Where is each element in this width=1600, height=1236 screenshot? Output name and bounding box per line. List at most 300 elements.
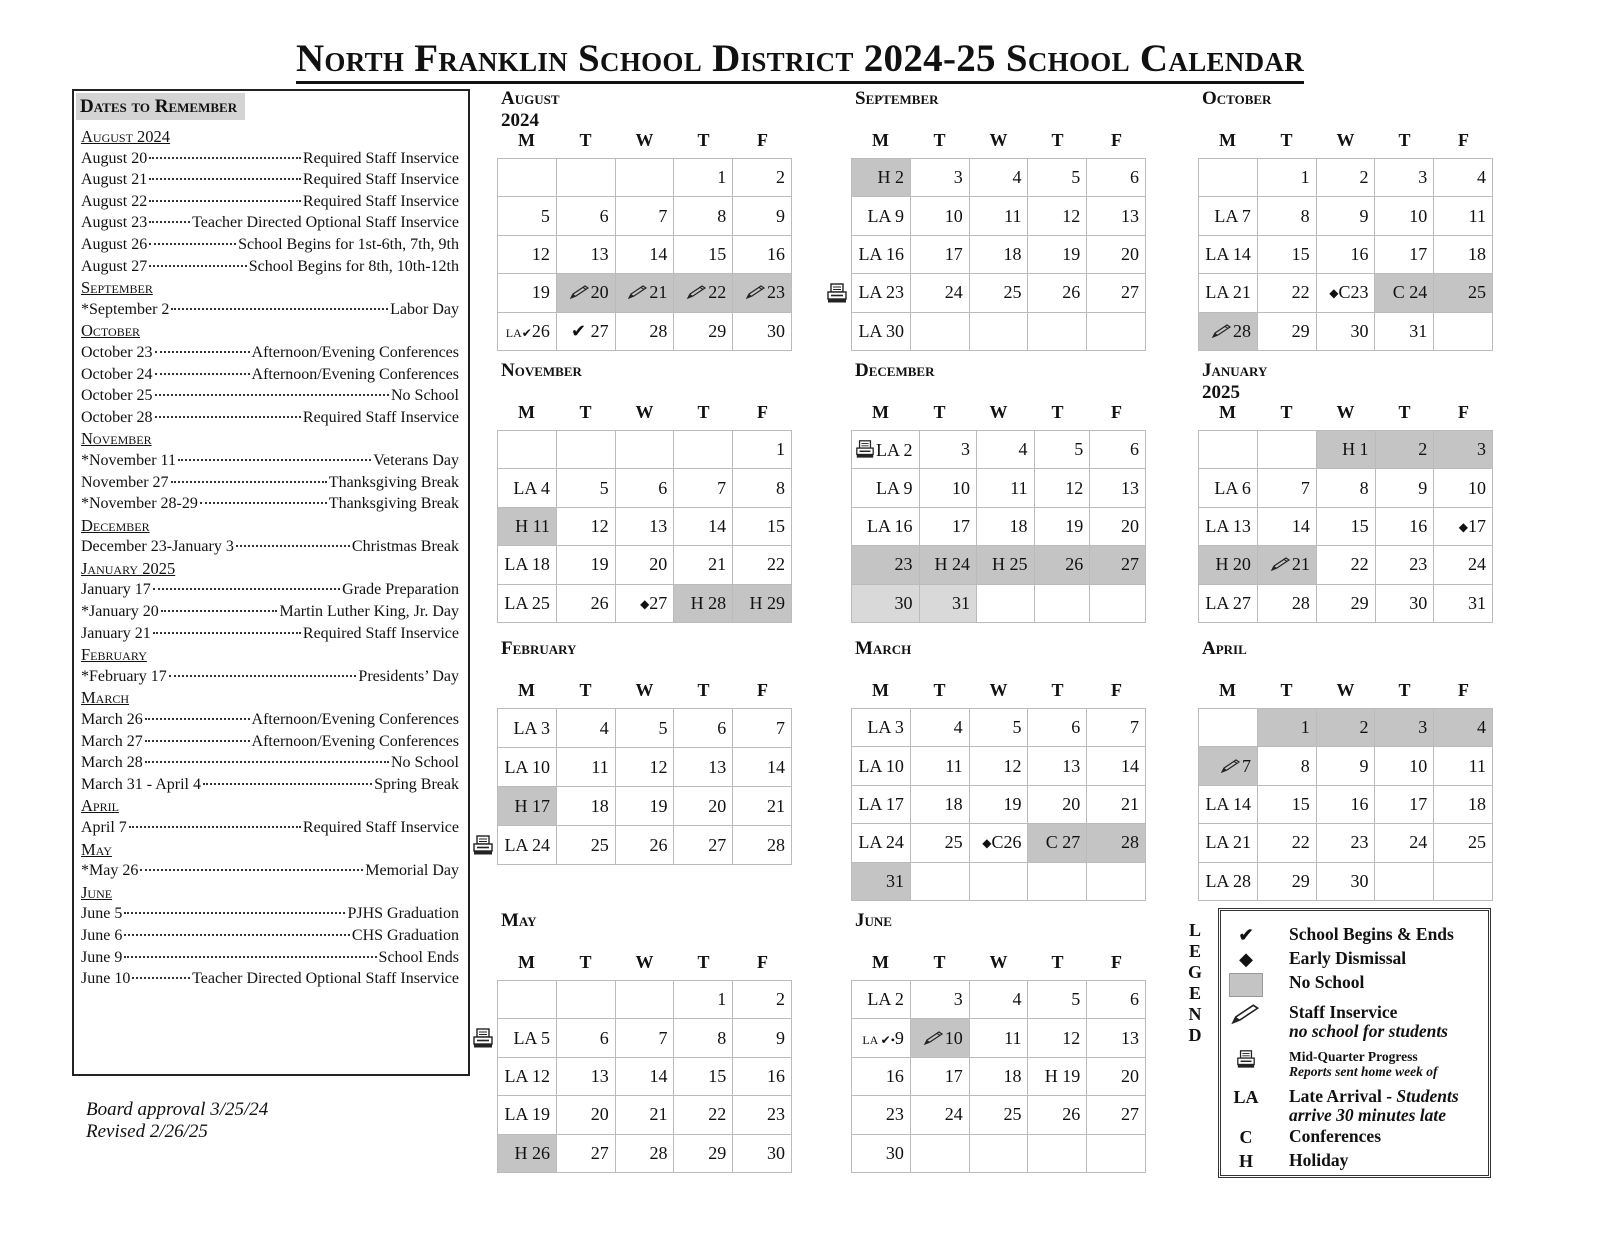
printer-icon bbox=[854, 439, 876, 459]
day-number: 17 bbox=[1409, 793, 1428, 814]
day-cell bbox=[498, 197, 557, 235]
weekday-label: T bbox=[697, 680, 710, 700]
weekday-header bbox=[851, 680, 1146, 701]
day-number: 23 bbox=[767, 282, 785, 303]
dates-section-heading: May bbox=[81, 839, 112, 859]
day-cell bbox=[1028, 159, 1087, 197]
day-cell bbox=[498, 1057, 557, 1095]
week-row bbox=[498, 431, 792, 469]
day-number: 8 bbox=[776, 477, 785, 498]
day-cell bbox=[1434, 709, 1493, 747]
legend-word bbox=[1187, 920, 1203, 1046]
day-number: 13 bbox=[649, 515, 668, 536]
month-grid bbox=[497, 430, 792, 623]
day-number: 29 bbox=[1350, 592, 1369, 613]
day-cell bbox=[674, 197, 733, 235]
day-cell bbox=[1028, 1096, 1087, 1134]
week-row bbox=[852, 469, 1146, 507]
day-number: 16 bbox=[885, 1065, 904, 1086]
leader-dots bbox=[155, 373, 250, 375]
printer-icon bbox=[1235, 1049, 1257, 1069]
weekday-label: T bbox=[1280, 402, 1293, 422]
day-cell bbox=[733, 197, 792, 235]
weekday-label: T bbox=[579, 680, 592, 700]
legend-text bbox=[1289, 1087, 1459, 1125]
day-cell bbox=[852, 1019, 911, 1057]
day-number: LA 4 bbox=[513, 477, 550, 498]
date-row bbox=[81, 256, 459, 278]
day-number: C 27 bbox=[1045, 832, 1081, 853]
week-row bbox=[1199, 431, 1493, 469]
day-number: 31 bbox=[1409, 320, 1428, 341]
event-label: Required Staff Inservice bbox=[302, 192, 459, 210]
day-cell bbox=[733, 1096, 792, 1134]
leader-dots bbox=[124, 912, 345, 914]
month-title: December bbox=[855, 360, 935, 381]
day-number: 18 bbox=[1468, 243, 1486, 264]
day-cell bbox=[1375, 235, 1434, 273]
leader-dots bbox=[155, 394, 389, 396]
day-cell bbox=[1375, 197, 1434, 235]
day-cell bbox=[910, 1134, 969, 1172]
day-cell bbox=[615, 159, 674, 197]
weekday-label: T bbox=[1051, 680, 1064, 700]
legend-sublabel: Reports sent home week of bbox=[1289, 1064, 1438, 1079]
dates-section-heading: September bbox=[81, 278, 153, 298]
weekday-label: F bbox=[1111, 402, 1122, 422]
day-cell bbox=[910, 1019, 969, 1057]
dates-section-heading: October bbox=[81, 321, 141, 341]
day-number: 24 bbox=[944, 282, 963, 303]
date-label: March 28 bbox=[81, 754, 143, 772]
day-cell bbox=[910, 862, 969, 900]
day-number: 6 bbox=[599, 1027, 609, 1048]
day-cell bbox=[1090, 584, 1146, 622]
day-cell bbox=[1087, 747, 1146, 785]
day-number: H 1 bbox=[1342, 439, 1369, 460]
day-number: 22 bbox=[767, 554, 785, 575]
day-number: 17 bbox=[1409, 243, 1428, 264]
week-row bbox=[852, 747, 1146, 785]
day-cell bbox=[1257, 785, 1316, 823]
date-row bbox=[81, 385, 459, 407]
day-number: 18 bbox=[1003, 243, 1022, 264]
week-row bbox=[498, 507, 792, 545]
leader-dots bbox=[145, 718, 250, 720]
day-number: 12 bbox=[649, 756, 668, 777]
day-cell bbox=[910, 235, 969, 273]
day-number: 26 bbox=[1065, 554, 1084, 575]
day-number: 11 bbox=[1004, 1027, 1022, 1048]
day-cell bbox=[674, 748, 733, 787]
day-number: 1 bbox=[717, 167, 727, 188]
leader-dots bbox=[124, 956, 376, 958]
weekday-label: M bbox=[518, 952, 535, 972]
weekday-label: W bbox=[635, 130, 654, 150]
month-grid bbox=[851, 430, 1146, 623]
date-label: *November 11 bbox=[81, 451, 176, 469]
event-label: Required Staff Inservice bbox=[302, 408, 459, 426]
day-number: 6 bbox=[1130, 439, 1139, 460]
date-label: January 21 bbox=[81, 624, 151, 642]
date-label: April 7 bbox=[81, 819, 127, 836]
leader-dots bbox=[124, 934, 350, 936]
week-row bbox=[852, 709, 1146, 747]
event-label: Martin Luther King, Jr. Day bbox=[279, 603, 459, 621]
day-number: 11 bbox=[1468, 205, 1486, 226]
weekday-label: M bbox=[518, 402, 535, 422]
date-label: *May 26 bbox=[81, 862, 139, 880]
date-row bbox=[81, 817, 459, 839]
day-number: 30 bbox=[1409, 592, 1428, 613]
date-row bbox=[81, 493, 459, 515]
weekday-label: T bbox=[1398, 402, 1411, 422]
day-number: 26 bbox=[590, 592, 609, 613]
day-cell bbox=[852, 709, 911, 747]
month-title: November bbox=[501, 360, 582, 381]
week-row bbox=[1199, 507, 1493, 545]
day-number: LA 17 bbox=[858, 793, 904, 814]
week-row bbox=[1199, 159, 1493, 197]
day-cell bbox=[1087, 1019, 1146, 1057]
date-label: August 27 bbox=[81, 257, 148, 275]
month-title: February bbox=[501, 638, 577, 659]
day-number: 3 bbox=[1418, 717, 1428, 738]
day-cell bbox=[674, 159, 733, 197]
day-cell bbox=[733, 748, 792, 787]
day-number: LA 25 bbox=[504, 592, 550, 613]
day-cell bbox=[1434, 469, 1493, 507]
day-cell bbox=[969, 981, 1028, 1019]
day-cell bbox=[615, 235, 674, 273]
leader-dots bbox=[153, 632, 301, 634]
day-cell bbox=[556, 584, 615, 622]
day-number: C 24 bbox=[1392, 282, 1428, 303]
day-cell bbox=[1316, 507, 1375, 545]
day-number: 27 bbox=[1121, 1104, 1139, 1125]
weekday-label: T bbox=[933, 402, 946, 422]
day-cell bbox=[852, 235, 911, 273]
day-number: LA 6 bbox=[1214, 477, 1251, 498]
day-cell bbox=[1316, 584, 1375, 622]
day-number: 28 bbox=[1232, 320, 1251, 341]
event-label: CHS Graduation bbox=[351, 926, 459, 944]
day-number: 28 bbox=[767, 834, 785, 855]
day-number: 4 bbox=[1477, 167, 1486, 188]
day-cell bbox=[1434, 507, 1493, 545]
day-cell bbox=[1087, 159, 1146, 197]
day-number: 29 bbox=[708, 1142, 727, 1163]
day-number: H 11 bbox=[515, 515, 550, 536]
day-number: 11 bbox=[1010, 477, 1028, 498]
legend-label: Holiday bbox=[1289, 1150, 1349, 1170]
day-number: LA 27 bbox=[1205, 592, 1251, 613]
weekday-label: M bbox=[872, 130, 889, 150]
day-number: 29 bbox=[708, 320, 727, 341]
legend-label: No School bbox=[1289, 972, 1365, 992]
day-cell bbox=[969, 312, 1028, 350]
day-number: H 26 bbox=[514, 1142, 550, 1163]
date-row bbox=[81, 299, 459, 321]
day-number: 9 bbox=[1359, 205, 1369, 226]
weekday-label: F bbox=[757, 952, 768, 972]
weekday-label: T bbox=[1051, 130, 1064, 150]
day-number: 15 bbox=[708, 1065, 727, 1086]
day-number: 7 bbox=[1241, 755, 1251, 776]
day-number: 24 bbox=[944, 1104, 963, 1125]
day-cell bbox=[1199, 862, 1258, 900]
day-number: H 17 bbox=[514, 795, 550, 816]
event-label: School Begins for 1st-6th, 7th, 9th bbox=[238, 235, 459, 253]
day-cell bbox=[977, 507, 1035, 545]
day-number: 30 bbox=[1350, 320, 1369, 341]
day-cell bbox=[1028, 235, 1087, 273]
week-row bbox=[852, 824, 1146, 862]
date-row bbox=[81, 342, 459, 364]
day-cell bbox=[615, 431, 674, 469]
legend-text bbox=[1289, 1049, 1438, 1079]
day-cell bbox=[674, 546, 733, 584]
month-title: June bbox=[855, 910, 892, 931]
day-number: LA 19 bbox=[504, 1104, 550, 1125]
leader-dots bbox=[155, 351, 250, 353]
leader-dots bbox=[169, 675, 357, 677]
day-cell bbox=[1087, 1134, 1146, 1172]
day-number: 6 bbox=[1130, 989, 1139, 1010]
day-number: LA 10 bbox=[504, 756, 550, 777]
weekday-label: M bbox=[1219, 402, 1236, 422]
date-label: *September 2 bbox=[81, 300, 170, 318]
day-cell bbox=[1257, 159, 1316, 197]
day-cell bbox=[615, 584, 674, 622]
legend-sublabel: arrive 30 minutes late bbox=[1289, 1105, 1447, 1125]
day-number: 10 bbox=[1468, 477, 1486, 498]
day-number: LA 30 bbox=[858, 320, 904, 341]
date-label: June 5 bbox=[81, 905, 123, 923]
day-cell bbox=[615, 197, 674, 235]
event-label: Required Staff Inservice bbox=[302, 819, 459, 836]
day-number: 8 bbox=[717, 1027, 727, 1048]
week-row bbox=[852, 197, 1146, 235]
day-cell bbox=[1028, 1057, 1087, 1095]
weekday-label: F bbox=[1111, 680, 1122, 700]
day-cell bbox=[1087, 709, 1146, 747]
day-cell bbox=[1257, 584, 1316, 622]
weekday-label: T bbox=[579, 402, 592, 422]
check-icon: ✔ bbox=[571, 320, 591, 341]
weekday-label: T bbox=[933, 952, 946, 972]
day-cell bbox=[556, 1134, 615, 1172]
day-cell bbox=[852, 469, 920, 507]
legend-symbol bbox=[1229, 949, 1263, 970]
day-cell bbox=[852, 862, 911, 900]
day-number: 5 bbox=[1012, 717, 1022, 738]
day-cell bbox=[556, 274, 615, 312]
day-number: LA 10 bbox=[858, 755, 904, 776]
dates-section-heading: August 2024 bbox=[81, 127, 171, 146]
event-label: No School bbox=[391, 387, 459, 405]
leader-dots bbox=[236, 545, 350, 547]
day-number: 21 bbox=[649, 282, 668, 303]
day-number: 3 bbox=[953, 989, 963, 1010]
day-number: 14 bbox=[1291, 515, 1310, 536]
week-row bbox=[498, 469, 792, 507]
day-number: LA 9 bbox=[867, 205, 904, 226]
day-cell bbox=[852, 274, 911, 312]
day-number: 15 bbox=[1291, 793, 1310, 814]
day-cell bbox=[1028, 197, 1087, 235]
leader-dots bbox=[161, 610, 278, 612]
day-number: C26 bbox=[991, 832, 1022, 853]
day-cell bbox=[733, 159, 792, 197]
leader-dots bbox=[155, 416, 301, 418]
day-cell bbox=[733, 507, 792, 545]
day-cell bbox=[615, 981, 674, 1019]
day-cell bbox=[733, 584, 792, 622]
day-cell bbox=[1375, 312, 1434, 350]
weekday-label: T bbox=[1398, 680, 1411, 700]
day-number: 2 bbox=[776, 989, 785, 1010]
day-number: 12 bbox=[590, 515, 609, 536]
date-label: March 26 bbox=[81, 711, 143, 729]
month-grid bbox=[497, 980, 792, 1173]
day-cell bbox=[1199, 546, 1258, 584]
day-number: 17 bbox=[944, 243, 963, 264]
leader-dots bbox=[153, 588, 340, 590]
day-cell bbox=[1034, 431, 1090, 469]
day-number: 3 bbox=[1418, 167, 1428, 188]
day-cell bbox=[556, 748, 615, 787]
day-cell bbox=[910, 197, 969, 235]
week-row bbox=[498, 748, 792, 787]
pencil-icon bbox=[1230, 1003, 1262, 1025]
day-cell bbox=[498, 507, 557, 545]
day-cell bbox=[910, 1096, 969, 1134]
day-cell bbox=[1257, 197, 1316, 235]
day-cell bbox=[733, 312, 792, 350]
day-cell bbox=[1375, 709, 1434, 747]
leader-dots bbox=[132, 977, 190, 979]
day-cell bbox=[733, 1134, 792, 1172]
date-label: March 31 - April 4 bbox=[81, 775, 201, 793]
day-number: 6 bbox=[658, 477, 668, 498]
day-cell bbox=[1316, 785, 1375, 823]
day-number: 6 bbox=[717, 717, 727, 738]
day-number: 22 bbox=[1291, 282, 1310, 303]
legend-code: LA bbox=[1233, 1087, 1259, 1107]
day-number: 5 bbox=[540, 205, 550, 226]
day-number: 21 bbox=[767, 795, 785, 816]
weekday-label: W bbox=[989, 130, 1008, 150]
weekday-label: M bbox=[872, 402, 889, 422]
weekday-header bbox=[851, 130, 1146, 151]
day-number: 2 bbox=[1359, 167, 1369, 188]
day-cell bbox=[498, 235, 557, 273]
month-grid bbox=[497, 158, 792, 351]
day-cell bbox=[852, 546, 920, 584]
week-row bbox=[498, 312, 792, 350]
day-cell bbox=[852, 785, 911, 823]
date-row bbox=[81, 666, 459, 688]
week-row bbox=[1199, 584, 1493, 622]
day-cell bbox=[674, 1019, 733, 1057]
day-cell bbox=[498, 584, 557, 622]
day-number: H 20 bbox=[1215, 554, 1251, 575]
date-row bbox=[81, 234, 459, 256]
day-cell bbox=[910, 274, 969, 312]
page-title: North Franklin School District 2024-25 School Calendar bbox=[0, 36, 1600, 81]
day-cell bbox=[556, 469, 615, 507]
date-row bbox=[81, 450, 459, 472]
day-number: 19 bbox=[1062, 243, 1081, 264]
day-cell bbox=[674, 1057, 733, 1095]
late-arrival-check-diamond-icon: LA ✔• bbox=[862, 1032, 895, 1047]
day-number: 30 bbox=[894, 592, 913, 613]
date-row bbox=[81, 752, 459, 774]
day-number: 20 bbox=[649, 554, 668, 575]
pencil-icon bbox=[627, 285, 649, 299]
leader-dots bbox=[203, 783, 372, 785]
event-label: School Begins for 8th, 10th-12th bbox=[248, 257, 459, 275]
day-cell bbox=[498, 546, 557, 584]
day-number: 4 bbox=[1018, 439, 1028, 460]
printer-icon bbox=[826, 282, 848, 304]
dates-section-heading: February bbox=[81, 645, 147, 665]
date-label: June 9 bbox=[81, 948, 123, 966]
day-number: 10 bbox=[952, 477, 971, 498]
day-number: 14 bbox=[767, 756, 785, 777]
day-number: 26 bbox=[649, 834, 668, 855]
day-cell bbox=[556, 197, 615, 235]
week-row bbox=[498, 546, 792, 584]
date-label: October 24 bbox=[81, 365, 153, 383]
week-row bbox=[852, 1096, 1146, 1134]
day-number: 1 bbox=[1300, 167, 1310, 188]
day-number: 28 bbox=[1121, 832, 1139, 853]
day-number: 27 bbox=[590, 1142, 609, 1163]
weekday-label: T bbox=[1280, 680, 1293, 700]
day-number: 6 bbox=[1130, 167, 1139, 188]
day-cell bbox=[556, 507, 615, 545]
date-label: October 25 bbox=[81, 387, 153, 405]
day-cell bbox=[1434, 431, 1493, 469]
day-number: 22 bbox=[1291, 832, 1310, 853]
day-number: 5 bbox=[658, 717, 668, 738]
day-cell bbox=[910, 709, 969, 747]
day-number: 26 bbox=[1062, 282, 1081, 303]
day-number: 6 bbox=[599, 205, 609, 226]
day-number: 9 bbox=[1418, 477, 1428, 498]
date-row bbox=[81, 947, 459, 969]
day-cell bbox=[919, 584, 977, 622]
legend-text bbox=[1289, 925, 1454, 944]
dates-section-heading: June bbox=[81, 882, 113, 902]
day-number: LA 5 bbox=[513, 1027, 550, 1048]
day-cell bbox=[910, 747, 969, 785]
dates-section-heading: April bbox=[81, 796, 119, 816]
day-cell bbox=[1434, 747, 1493, 785]
day-number: 21 bbox=[708, 554, 727, 575]
legend-label-emphasis: Students bbox=[1396, 1086, 1459, 1106]
date-label: December 23-January 3 bbox=[81, 538, 234, 556]
day-cell bbox=[1199, 312, 1258, 350]
day-number: 25 bbox=[1468, 832, 1486, 853]
day-cell bbox=[1199, 785, 1258, 823]
day-cell bbox=[969, 274, 1028, 312]
day-cell bbox=[1090, 431, 1146, 469]
day-number: 29 bbox=[1291, 870, 1310, 891]
event-label: Afternoon/Evening Conferences bbox=[251, 711, 459, 729]
